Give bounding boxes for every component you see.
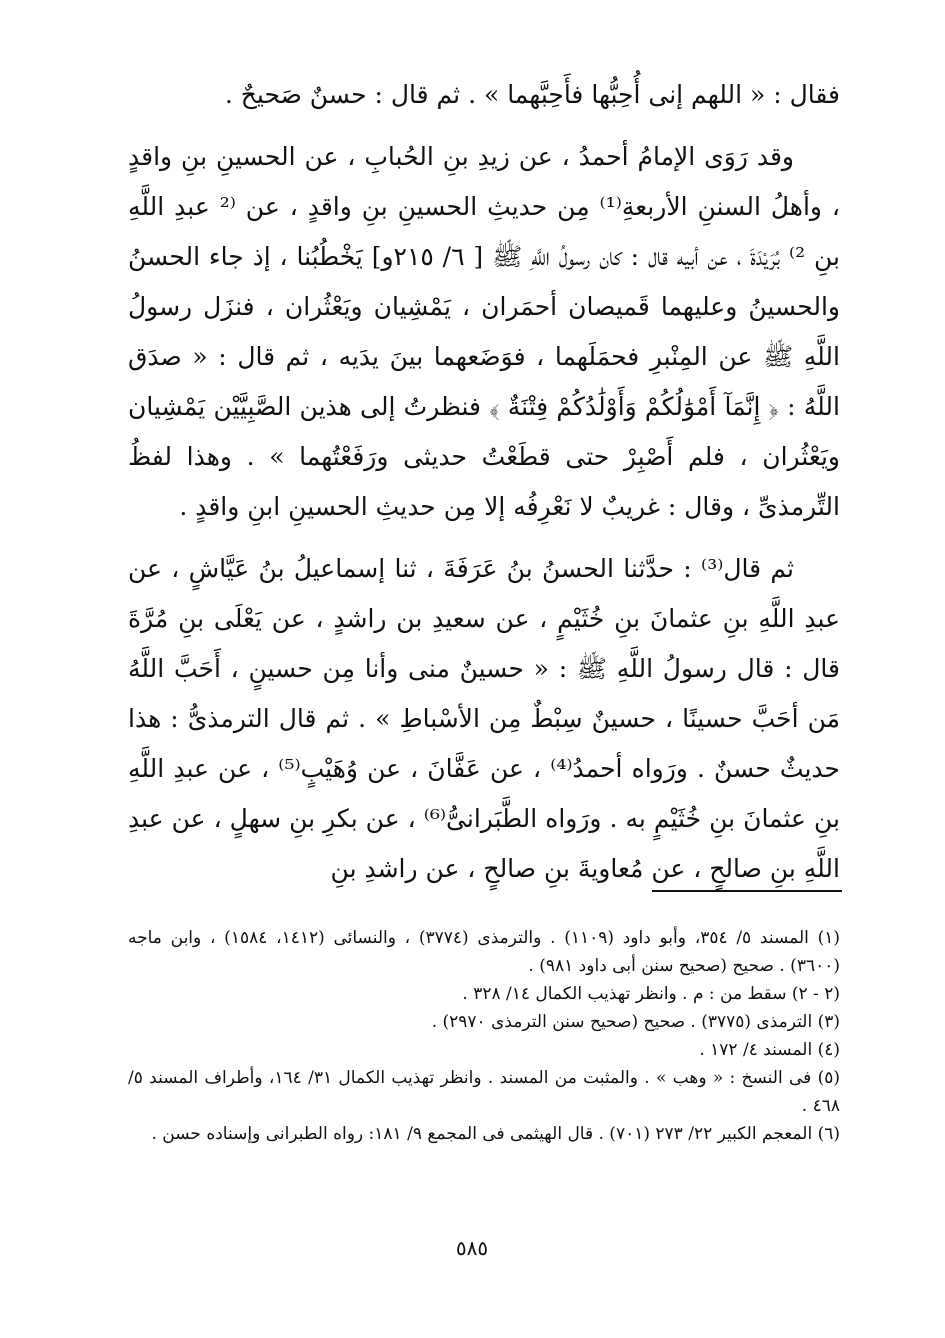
footnote-3: (٣) الترمذى (٣٧٧٥) . صحيح (صحيح سنن الترمذى ٢٩٧٠) . xyxy=(431,1012,840,1032)
footnote-divider xyxy=(652,890,842,892)
main-text xyxy=(128,70,840,894)
footnote-2: (٢ - ٢) سقط من : م . وانظر تهذيب الكمال ١٤/ ٣٢٨ . xyxy=(462,984,840,1004)
footnote-5: (٥) فى النسخ : « وهب » . والمثبت من المسند . وانظر تهذيب الكمال ٣١/ ١٦٤، وأطراف المسند ٥/ ٤٦٨ . xyxy=(128,1068,841,1116)
paragraph-1: فقال : « اللهم إنى أُحِبُّها فأَحِبَّهما » . ثم قال : حسنٌ صَحيحٌ . xyxy=(224,80,840,109)
page-number: ٥٨٥ xyxy=(455,1236,489,1260)
footnote-4: (٤) المسند ٤/ ١٧٢ . xyxy=(699,1040,840,1060)
footnote-6: (٦) المعجم الكبير ٢٢/ ٢٧٣ (٧٠١) . قال الهيثمى فى المجمع ٩/ ١٨١: رواه الطبرانى وإسناده حسن . xyxy=(151,1124,840,1144)
paragraph-3: ثم قال⁽³⁾ : حدَّثنا الحسنُ بنُ عَرَفَةَ ، ثنا إسماعيلُ بنُ عَيَّاشٍ ، عن عبدِ اللَّهِ بنِ عثمانَ بنِ خُثَيْمٍ ، عن سعيدِ بن راشدٍ ، عن يَعْلَى بنِ مُرَّةَ قال : قال رسولُ اللَّهِ ﷺ : « حسينٌ منى وأنا مِن حسينٍ ، أَحَبَّ اللَّهُ مَن أحَبَّ حسينًا ، حسينٌ سِبْطٌ مِن الأسْباطِ » . ثم قال الترمذىُّ : هذا حديثٌ حسنٌ . ورَواه أحمدُ⁽⁴⁾ ، عن عَفَّانَ ، عن وُهَيْبٍ⁽⁵⁾ ، عن عبدِ اللَّهِ بنِ عثمانَ بنِ خُثَيْمٍ به . ورَواه الطَّبَرانىُّ⁽⁶⁾ ، عن بكرِ بنِ سهلٍ ، عن عبدِ اللَّهِ بنِ صالحٍ ، عن مُعاويةَ بنِ صالحٍ ، عن راشدِ بنِ xyxy=(128,554,841,883)
footnotes xyxy=(128,924,840,1148)
paragraph-2: وقد رَوَى الإمامُ أحمدُ ، عن زيدِ بنِ الحُبابِ ، عن الحسينِ بنِ واقدٍ ، وأهلُ السننِ الأربعةِ⁽¹⁾ مِن حديثِ الحسينِ بنِ واقدٍ ، عن ⁽² عبدِ اللَّهِ بنِ ²⁾ بُرَيْدَةَ ، عن أبيه قال : كان رسولُ اللَّهِ ﷺ [ ٦/ ٢١٥و] يَخْطُبُنا ، إذ جاء الحسنُ والحسينُ وعليهما قَميصان أحمَران ، يَمْشِيان ويَعْثُران ، فنزَل رسولُ اللَّهِ ﷺ عن المِنْبرِ فحمَلَهما ، فوَضَعهما بينَ يدَيه ، ثم قال : « صدَق اللَّهُ : ﴿ إِنَّمَآ أَمْوَٰلُكُمْ وَأَوْلَٰدُكُمْ فِتْنَةٌ ﴾ فنظرتُ إلى هذين الصَّبِيَّيْن يَمْشِيان ويَعْثُران ، فلم أَصْبِرْ حتى قطَعْتُ حديثى ورَفَعْتُهما » . وهذا لفظُ التِّرمذىِّ ، وقال : غريبٌ لا نَعْرِفُه إلا مِن حديثِ الحسينِ ابنِ واقدٍ . xyxy=(128,142,840,521)
footnote-1: (١) المسند ٥/ ٣٥٤، وأبو داود (١١٠٩) . والترمذى (٣٧٧٤) ، والنسائى (١٤١٢، ١٥٨٤) ، وابن ماجه (٣٦٠٠) . صحيح (صحيح سنن أبى داود ٩٨١) . xyxy=(128,928,840,976)
